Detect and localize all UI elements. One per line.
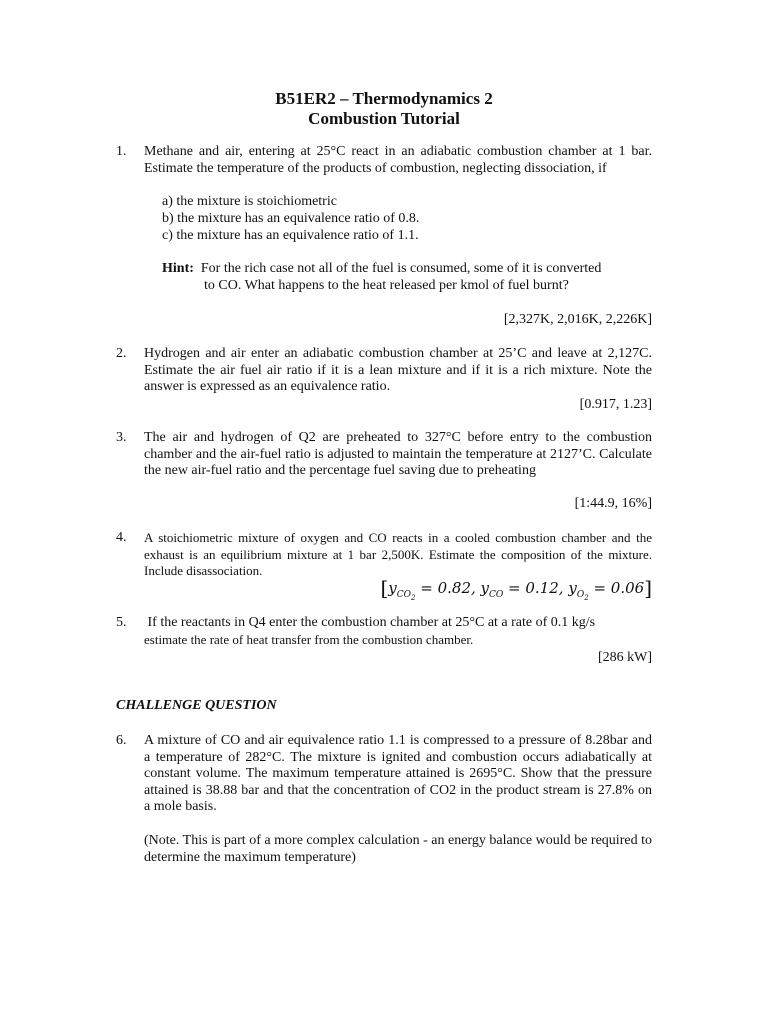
question-3-text: The air and hydrogen of Q2 are preheated to 327°C before entry to the combustion chamber and the air-fuel ratio is adjusted to maintain the temperature at 2127’C. Calculate the new air-fuel ratio and the percentage fuel saving due to preheating [144, 430, 652, 478]
hint-line-1: For the rich case not all of the fuel is consumed, some of it is converted [200, 261, 602, 276]
question-2-answer: [0.917, 1.23] [579, 397, 652, 412]
formula-subsub-o2: 2 [584, 593, 589, 602]
question-1-part-a: a) the mixture is stoichiometric [162, 194, 337, 209]
question-6-number: 6. [116, 733, 127, 748]
document-title: B51ER2 – Thermodynamics 2 [275, 89, 493, 108]
formula-subsub-co2: 2 [411, 593, 416, 602]
question-1-answer: [2,327K, 2,016K, 2,226K] [503, 312, 652, 327]
question-1-part-b: b) the mixture has an equivalence ratio of 0.8. [162, 211, 420, 226]
question-3-answer: [1:44.9, 16%] [574, 496, 652, 511]
question-1-part-c: c) the mixture has an equivalence ratio of 1.1. [162, 228, 419, 243]
question-1-hint-line-2: to CO. What happens to the heat released per kmol of fuel burnt? [204, 278, 569, 293]
question-1-text: Methane and air, entering at 25°C react in an adiabatic combustion chamber at 1 bar. Estimate the temperature of the products of combustion, neglecting dissociation, if [144, 144, 652, 176]
question-6-text: A mixture of CO and air equivalence ratio 1.1 is compressed to a pressure of 8.28bar and a temperature of 282°C. The mixture is ignited and combustion occurs adiabatically at constant volume. The maximum temperature attained is 2695°C. Show that the pressure attained is 38.88 bar and that the concentration of CO2 in the product stream is 27.8% on a mole basis. [144, 733, 652, 814]
formula-open-bracket: [ [380, 576, 389, 600]
document-subtitle: Combustion Tutorial [308, 109, 460, 128]
question-4-number: 4. [116, 530, 127, 545]
formula-sub-co2: CO [396, 590, 412, 600]
formula-val-o2: = 0.06 [588, 579, 645, 597]
question-5-number: 5. [116, 615, 127, 630]
question-4-text: A stoichiometric mixture of oxygen and CO reacts in a cooled combustion chamber and the exhaust is an equilibrium mixture at 1 bar 2,500K. Estimate the composition of the mixture. Include disassociation. [144, 530, 652, 578]
question-2-number: 2. [116, 346, 127, 361]
formula-y-o2: y [568, 579, 577, 597]
question-5-line-1: If the reactants in Q4 enter the combustion chamber at 25°C at a rate of 0.1 kg/s [144, 615, 596, 630]
formula-sub-o2: O [576, 590, 585, 600]
question-1-hint [162, 261, 601, 278]
formula-close-bracket: ] [644, 576, 652, 600]
challenge-heading: CHALLENGE QUESTION [116, 698, 277, 713]
formula-val-co: = 0.12, [503, 579, 569, 597]
question-5-line-2: estimate the rate of heat transfer from the combustion chamber. [144, 632, 474, 647]
formula-y-co2: y [388, 579, 397, 597]
question-3-number: 3. [116, 430, 127, 445]
hint-label: Hint: [162, 261, 194, 276]
question-4-answer-formula [380, 578, 652, 608]
question-5-answer: [286 kW] [597, 650, 652, 665]
formula-sub-co: CO [489, 590, 504, 600]
question-1-number: 1. [116, 144, 127, 159]
formula-y-co: y [480, 579, 490, 597]
question-2-text: Hydrogen and air enter an adiabatic combustion chamber at 25’C and leave at 2,127C. Estimate the air fuel air ratio if it is a lean mixture and if it is a rich mixture. Note the answer is expressed as an equivalence ratio. [144, 346, 652, 394]
question-6-note: (Note. This is part of a more complex calculation - an energy balance would be required to determine the maximum temperature) [144, 833, 652, 865]
formula-val-co2: = 0.82, [415, 579, 481, 597]
